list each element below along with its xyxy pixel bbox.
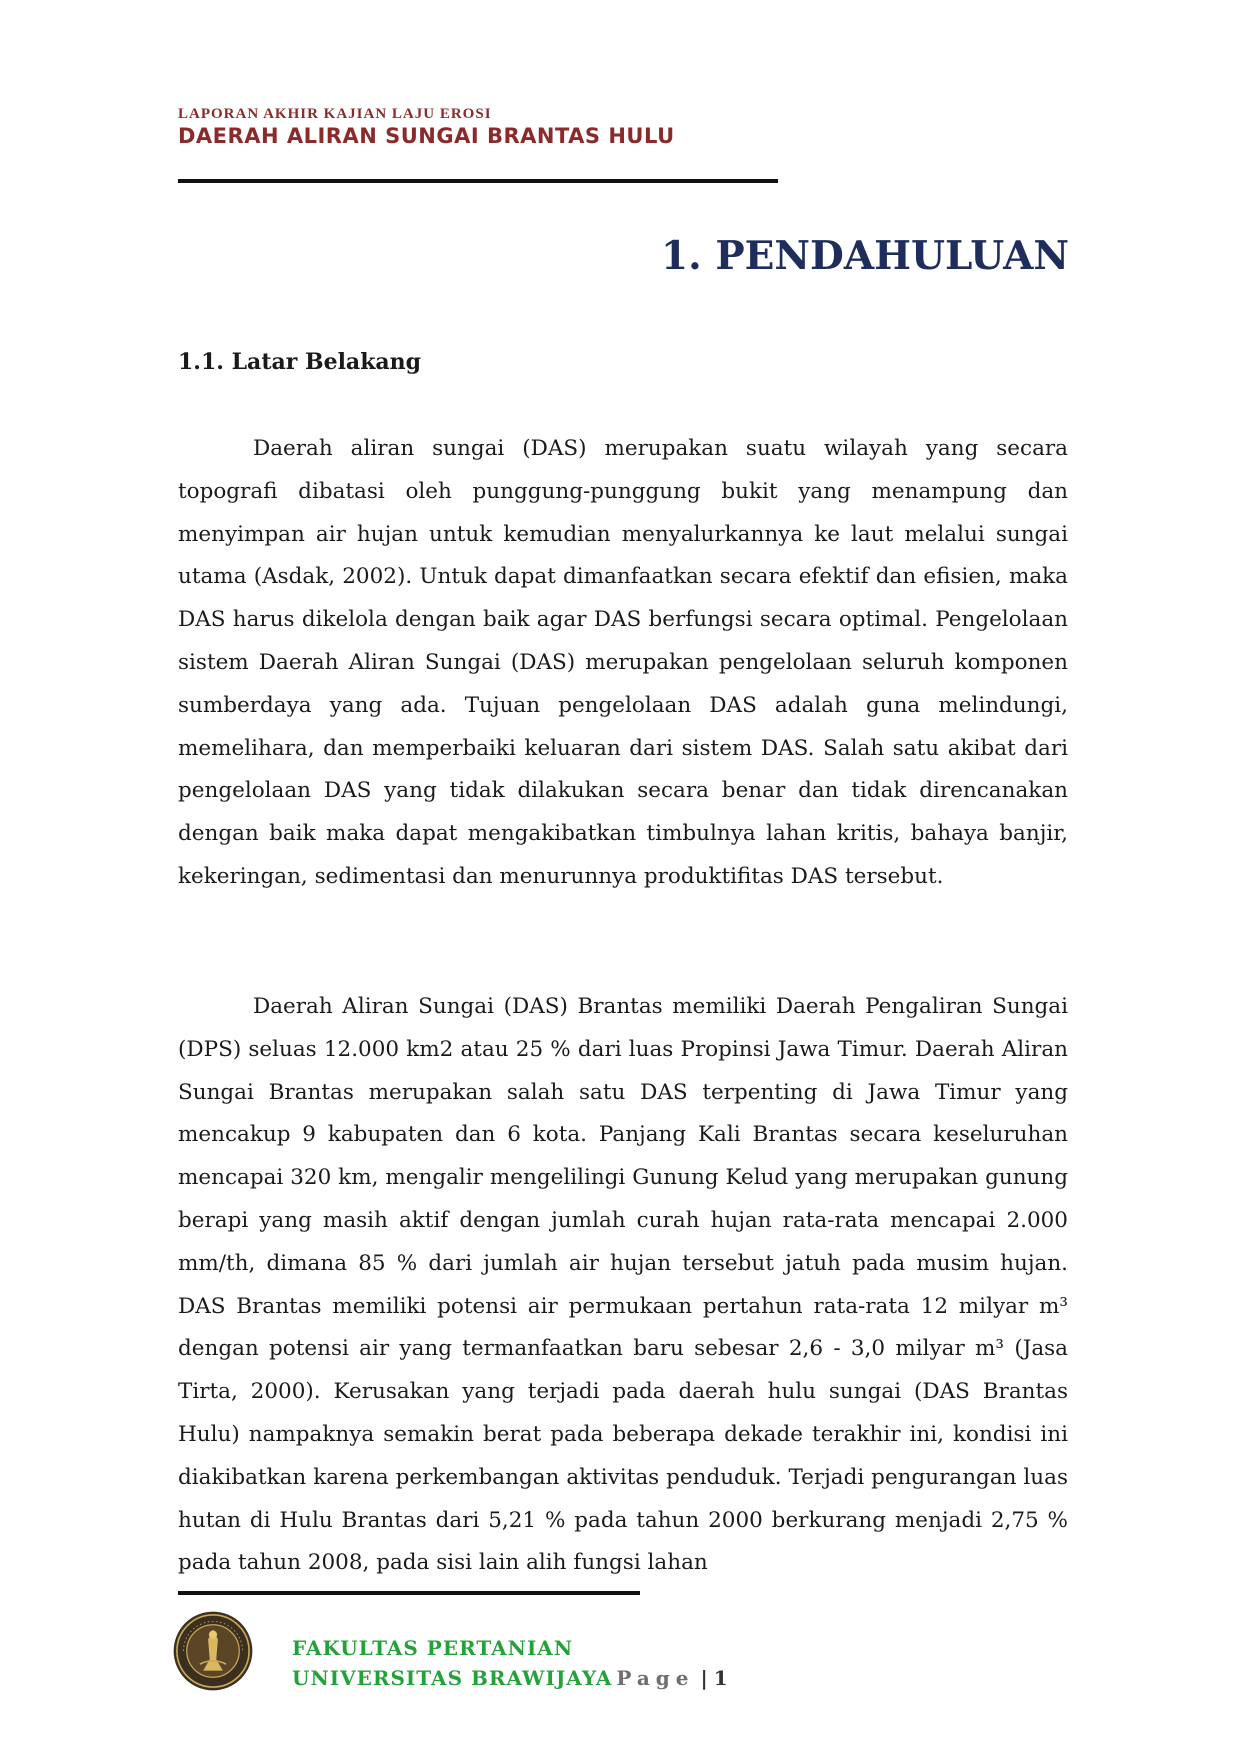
footer-faculty: FAKULTAS PERTANIAN [292,1636,574,1660]
footer-page-number: 1 [713,1666,728,1690]
footer-university: UNIVERSITAS BRAWIJAYA [292,1666,613,1690]
report-title: LAPORAN AKHIR KAJIAN LAJU EROSI [178,106,492,122]
footer-separator: | [700,1666,708,1690]
footer-page-label: Page [616,1666,695,1690]
body-paragraph-2: Daerah Aliran Sungai (DAS) Brantas memiliki Daerah Pengaliran Sungai (DPS) seluas 12.000 km2 atau 25 % dari luas Propinsi Jawa Timur. Daerah Aliran Sungai Brantas merupakan salah satu DAS terpenting di Jawa Timur yang mencakup 9 kabupaten dan 6 kota. Panjang Kali Brantas secara keseluruhan mencapai 320 km, mengalir mengelilingi Gunung Kelud yang merupakan gunung berapi yang masih aktif dengan jumlah curah hujan rata-rata mencapai 2.000 mm/th, dimana 85 % dari jumlah air hujan tersebut jatuh pada musim hujan. DAS Brantas memiliki potensi air permukaan pertahun rata-rata 12 milyar m³ dengan potensi air yang termanfaatkan baru sebesar 2,6 - 3,0 milyar m³ (Jasa Tirta, 2000). Kerusakan yang terjadi pada daerah hulu sungai (DAS Brantas Hulu) nampaknya semakin berat pada beberapa dekade terakhir ini, kondisi ini diakibatkan karena perkembangan aktivitas penduduk. Terjadi pengurangan luas hutan di Hulu Brantas dari 5,21 % pada tahun 2000 berkurang menjadi 2,75 % pada tahun 2008, pada sisi lain alih fungsi lahan [178,994,1068,1576]
report-subject: DAERAH ALIRAN SUNGAI BRANTAS HULU [178,124,675,148]
body-paragraph-1: Daerah aliran sungai (DAS) merupakan suatu wilayah yang secara topografi dibatasi oleh punggung-punggung bukit yang menampung dan menyimpan air hujan untuk kemudian menyalurkannya ke laut melalui sungai utama (Asdak, 2002). Untuk dapat dimanfaatkan secara efektif dan efisien, maka DAS harus dikelola dengan baik agar DAS berfungsi secara optimal. Pengelolaan sistem Daerah Aliran Sungai (DAS) merupakan pengelolaan seluruh komponen sumberdaya yang ada. Tujuan pengelolaan DAS adalah guna melindungi, memelihara, dan memperbaiki keluaran dari sistem DAS. Salah satu akibat dari pengelolaan DAS yang tidak dilakukan secara benar dan tidak direncanakan dengan baik maka dapat mengakibatkan timbulnya lahan kritis, bahaya banjir, kekeringan, sedimentasi dan menurunnya produktifitas DAS tersebut. [178,436,1068,889]
chapter-title: 1. PENDAHULUAN [661,233,1069,279]
footer-divider [178,1591,640,1595]
footer-university-line [292,1666,728,1690]
header-divider [178,179,778,183]
section-title: 1.1. Latar Belakang [178,349,422,375]
university-seal-icon [172,1610,254,1692]
